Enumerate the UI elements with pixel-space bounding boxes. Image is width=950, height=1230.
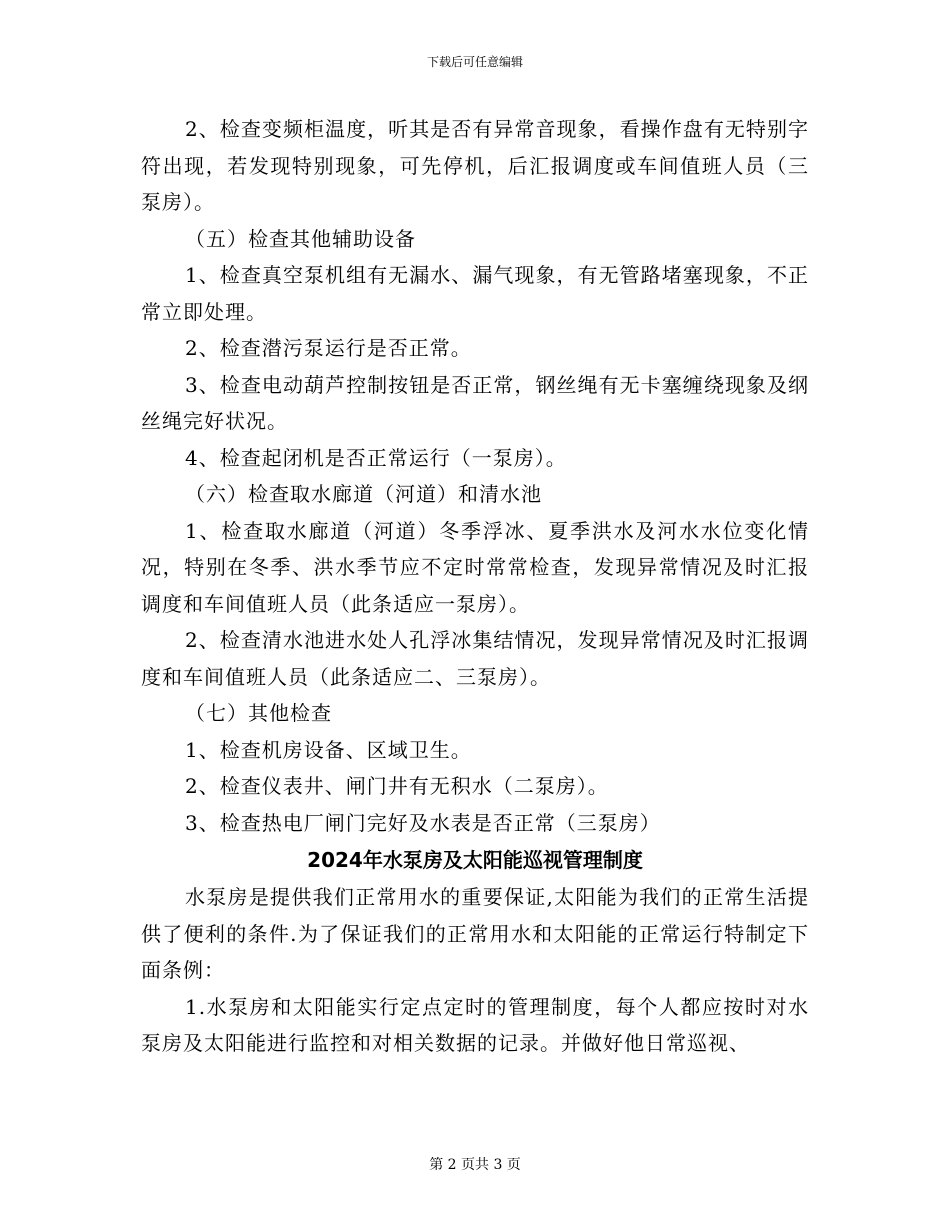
paragraph: 1、检查真空泵机组有无漏水、漏气现象，有无管路堵塞现象，不正常立即处理。: [141, 263, 809, 324]
subsection-heading: （五）检查其他辅助设备: [185, 226, 416, 251]
page-footer: 第 2 页共 3 页: [429, 1157, 521, 1173]
paragraph: 4、检查起闭机是否正常运行（一泵房）。: [185, 445, 567, 470]
page-header: 下载后可任意编辑: [426, 55, 523, 69]
paragraph: 2、检查潜污泵运行是否正常。: [185, 336, 472, 360]
paragraph: 3、检查电动葫芦控制按钮是否正常，钢丝绳有无卡塞缠绕现象及纲丝绳完好状况。: [141, 372, 809, 433]
section-title: 2024年水泵房及太阳能巡视管理制度: [307, 848, 643, 872]
subsection-heading: （七）其他检查: [185, 701, 332, 725]
paragraph: 2、检查清水池进水处人孔浮冰集结情况，发现异常情况及时汇报调度和车间值班人员（此条适应二、三泵房）。: [141, 628, 809, 689]
paragraph: 水泵房是提供我们正常用水的重要保证,太阳能为我们的正常生活提供了便利的条件.为了保证我们的正常用水和太阳能的正常运行特制定下面条例：: [141, 885, 809, 982]
paragraph: 1、检查取水廊道（河道）冬季浮冰、夏季洪水及河水水位变化情况，特别在冬季、洪水季节应不定时常常检查，发现异常情况及时汇报调度和车间值班人员（此条适应一泵房）。: [141, 518, 809, 616]
paragraph: 3、检查热电厂闸门完好及水表是否正常（三泵房）: [185, 810, 661, 835]
paragraph: 2、检查变频柜温度，听其是否有异常音现象，看操作盘有无特别字符出现，若发现特别现象，可先停机，后汇报调度或车间值班人员（三泵房）。: [141, 117, 809, 214]
paragraph: 1、检查机房设备、区域卫生。: [185, 737, 472, 762]
subsection-heading: （六）检查取水廊道（河道）和清水池: [185, 482, 542, 506]
paragraph: 1.水泵房和太阳能实行定点定时的管理制度，每个人都应按时对水泵房及太阳能进行监控和对相关数据的记录。并做好他日常巡视、: [141, 994, 809, 1055]
document-body: [141, 111, 809, 1062]
paragraph: 2、检查仪表井、闸门井有无积水（二泵房）。: [185, 774, 609, 798]
